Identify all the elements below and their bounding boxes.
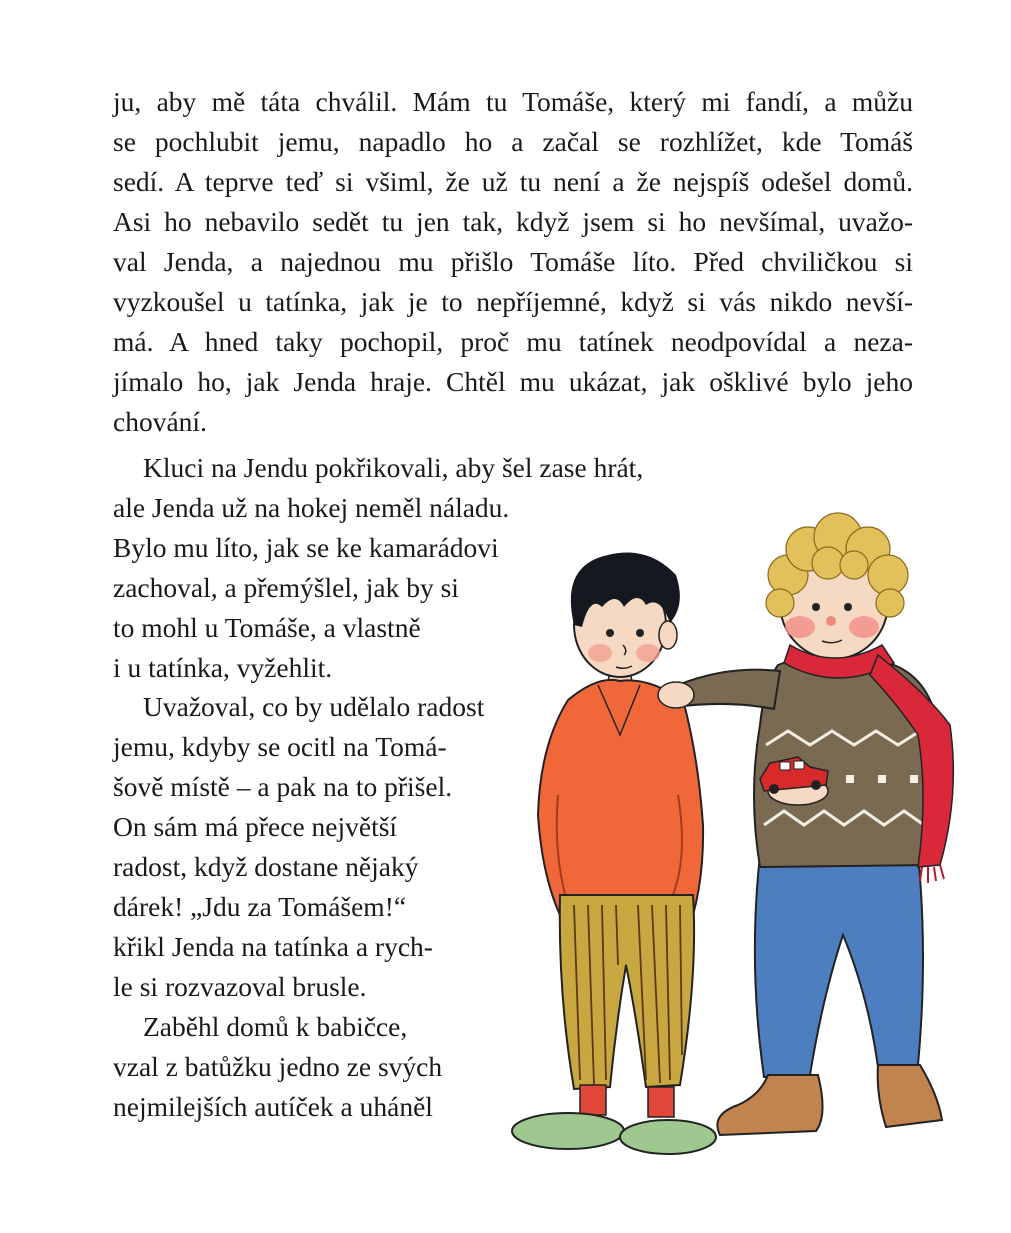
text-line: šově místě – a pak na to přišel. <box>113 771 453 802</box>
text-line: Bylo mu líto, jak se ke kamarádovi <box>113 532 499 563</box>
text-line: radost, když dostane nějaký <box>113 851 419 882</box>
text-line: sedí. A teprve teď si všiml, že už tu není a že nejspíš odešel domů. <box>113 166 913 197</box>
text-line: vzal z batůžku jedno ze svých <box>113 1051 443 1082</box>
text-line: ale Jenda už na hokej neměl náladu. <box>113 492 510 523</box>
text-line: dárek! „Jdu za Tomášem!“ <box>113 891 407 922</box>
paragraph-start-line: Uvažoval, co by udělalo radost <box>143 691 485 722</box>
two-boys-illustration <box>498 495 968 1165</box>
blue-jeans <box>755 855 923 1077</box>
text-line: zachoval, a přemýšlel, jak by si <box>113 572 459 603</box>
text-line: On sám má přece největší <box>113 811 398 842</box>
text-line: se pochlubit jemu, napadlo ho a začal se rozhlížet, kde Tomáš <box>113 126 913 157</box>
slipper-right <box>620 1120 716 1154</box>
paragraph-start-line: Zaběhl domů k babičce, <box>143 1011 408 1042</box>
text-line: křikl Jenda na tatínka a rych- <box>113 931 433 962</box>
text-line: ju, aby mě táta chválil. Mám tu Tomáše, který mi fandí, a můžu <box>113 86 913 117</box>
text-line: má. A hned taky pochopil, proč mu tatínek neodpovídal a neza- <box>113 326 913 357</box>
text-line: val Jenda, a najednou mu přišlo Tomáše líto. Před chviličkou si <box>113 246 913 277</box>
text-line: chování. <box>113 406 207 437</box>
text-line: jemu, kdyby se ocitl na Tomá- <box>113 731 447 762</box>
text-line: le si rozvazoval brusle. <box>113 971 367 1002</box>
black-haired-boy <box>512 553 716 1155</box>
text-line: jímalo ho, jak Jenda hraje. Chtěl mu ukázat, jak ošklivé bylo jeho <box>113 366 913 397</box>
text-line: to mohl u Tomáše, a vlastně <box>113 612 421 643</box>
slipper-left <box>512 1113 624 1149</box>
text-line: nejmilejších autíček a uháněl <box>113 1091 433 1122</box>
text-line: i u tatínka, vyžehlit. <box>113 652 333 683</box>
paragraph-start-line: Kluci na Jendu pokřikovali, aby šel zase hrát, <box>143 452 644 483</box>
text-line: Asi ho nebavilo sedět tu jen tak, když jsem si ho nevšímal, uvažo- <box>113 206 913 237</box>
text-line: vyzkoušel u tatínka, jak je to nepříjemné, když si vás nikdo nevší- <box>113 286 913 317</box>
